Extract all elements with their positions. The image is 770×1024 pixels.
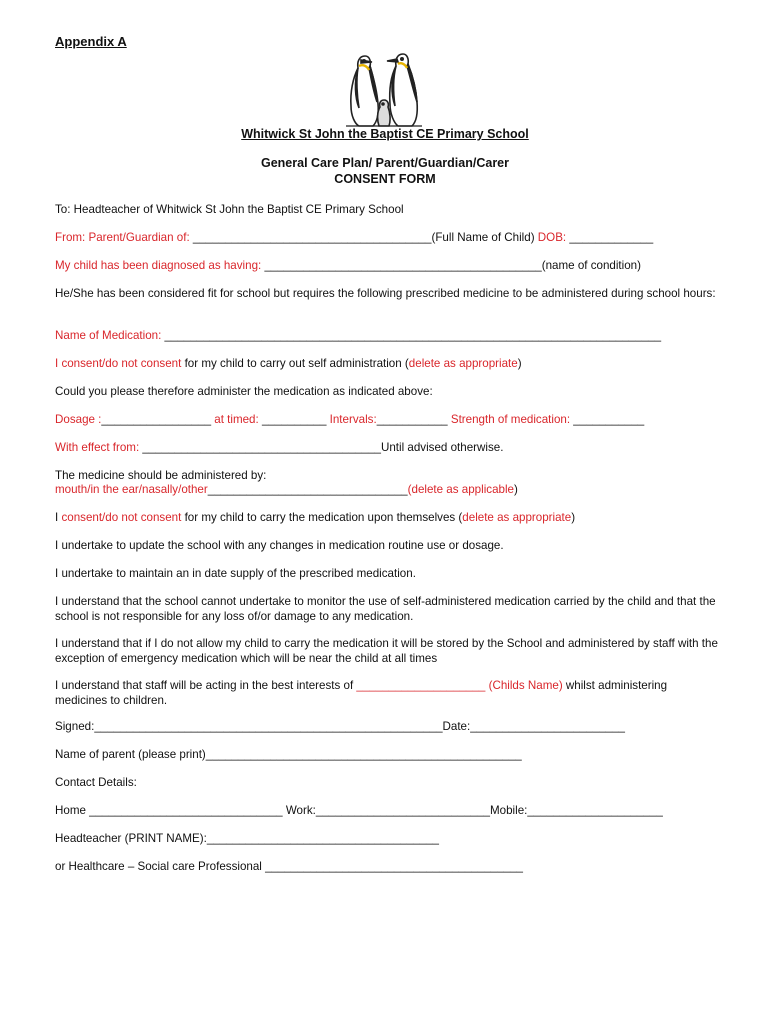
route-end: ) xyxy=(514,483,518,496)
strength-blank[interactable]: ___________ xyxy=(573,413,645,426)
administer-request: Could you please therefore administer the medication as indicated above: xyxy=(55,385,433,398)
carry-end: ) xyxy=(571,511,576,524)
diagnosed-line xyxy=(55,259,720,274)
route-blank[interactable]: _______________________________ xyxy=(207,483,408,496)
signed-line xyxy=(55,720,720,735)
understand-staff xyxy=(55,679,720,708)
effect-suffix: Until advised otherwise. xyxy=(380,441,504,454)
dosage-line xyxy=(55,413,720,428)
diagnosed-label: My child has been diagnosed as having: xyxy=(55,259,265,272)
condition-blank[interactable]: ___________________________________________ xyxy=(264,259,542,272)
intervals-label: Intervals: xyxy=(329,413,377,426)
headteacher-name-blank[interactable]: ____________________________________ xyxy=(206,832,439,845)
work-phone-blank[interactable]: ___________________________ xyxy=(315,804,490,817)
route-heading: The medicine should be administered by: xyxy=(55,469,267,482)
contact-line xyxy=(55,804,720,819)
childs-name-blank[interactable]: ____________________ xyxy=(356,679,486,692)
dosage-label: Dosage : xyxy=(55,413,102,426)
child-name-label: (Full Name of Child) xyxy=(431,231,538,244)
mobile-phone-blank[interactable]: _____________________ xyxy=(527,804,663,817)
dob-blank[interactable]: _____________ xyxy=(566,231,654,244)
undertake-supply: I undertake to maintain an in date supply of the prescribed medication. xyxy=(55,567,416,580)
understand-monitor: I understand that the school cannot undertake to monitor the use of self-administered medication carried by the child and that the school is not responsible for any loss of/or damage to any medication. xyxy=(55,595,716,623)
headteacher-line xyxy=(55,832,720,847)
route-options[interactable]: mouth/in the ear/nasally/other xyxy=(55,483,208,496)
mobile-label: Mobile: xyxy=(489,804,528,817)
headteacher-label: Headteacher (PRINT NAME): xyxy=(55,832,207,845)
intervals-blank[interactable]: ___________ xyxy=(376,413,451,426)
appendix-label: Appendix A xyxy=(55,34,127,49)
parent-name-blank[interactable]: _________________________________________________ xyxy=(205,748,522,761)
self-admin-delete-note: delete as appropriate xyxy=(408,357,518,370)
route-delete-note: (delete as applicable xyxy=(407,483,514,496)
understand-stored: I understand that if I do not allow my child to carry the medication it will be stored by the School and administered by staff with the exception of emergency medication which will be near the child at all times xyxy=(55,637,718,665)
condition-label: (name of condition) xyxy=(541,259,641,272)
effect-date-blank[interactable]: _____________________________________ xyxy=(142,441,381,454)
healthcare-line xyxy=(55,860,720,875)
medication-label: Name of Medication: xyxy=(55,329,165,342)
medication-blank[interactable]: _____________________________________________________________________________ xyxy=(164,329,662,342)
route-line xyxy=(55,483,720,498)
parent-name-line xyxy=(55,748,720,763)
timed-blank[interactable]: __________ xyxy=(261,413,330,426)
child-name-blank[interactable]: _____________________________________ xyxy=(192,231,432,244)
self-admin-end: ) xyxy=(517,357,522,370)
fit-statement: He/She has been considered fit for school but requires the following prescribed medicine to be administered during school hours: xyxy=(55,287,716,300)
understand-staff-suffix: whilst administering medicines to children. xyxy=(55,679,668,707)
from-label: From: Parent/Guardian of: xyxy=(55,231,193,244)
childs-name-label: (Childs Name) xyxy=(485,679,563,692)
school-name: Whitwick St John the Baptist CE Primary School xyxy=(241,127,529,141)
contact-details-heading: Contact Details: xyxy=(55,776,137,789)
home-phone-blank[interactable]: ______________________________ xyxy=(89,804,286,817)
date-blank[interactable]: ________________________ xyxy=(470,720,625,733)
self-admin-text: for my child to carry out self administration ( xyxy=(181,357,409,370)
parent-name-label: Name of parent (please print) xyxy=(55,748,206,761)
healthcare-name-blank[interactable]: ________________________________________ xyxy=(265,860,524,873)
signed-label: Signed: xyxy=(55,720,95,733)
carry-delete-note: delete as appropriate xyxy=(462,511,572,524)
dosage-blank[interactable]: _________________ xyxy=(101,413,212,426)
self-admin-line xyxy=(55,357,720,372)
medication-line xyxy=(55,329,720,344)
strength-label: Strength of medication: xyxy=(450,413,574,426)
from-line xyxy=(55,231,720,246)
carry-line xyxy=(55,511,720,526)
carry-prefix: I xyxy=(55,511,62,524)
healthcare-label: or Healthcare – Social care Professional xyxy=(55,860,266,873)
effect-label: With effect from: xyxy=(55,441,143,454)
timed-label: at timed: xyxy=(211,413,262,426)
form-title-line2: CONSENT FORM xyxy=(334,172,436,186)
dob-label: DOB: xyxy=(537,231,567,244)
effect-line xyxy=(55,441,720,456)
home-label: Home xyxy=(55,804,90,817)
carry-text: for my child to carry the medication upon themselves ( xyxy=(181,511,463,524)
undertake-update: I undertake to update the school with any changes in medication routine use or dosage. xyxy=(55,539,504,552)
work-label: Work: xyxy=(285,804,316,817)
penguins-logo-icon xyxy=(343,50,425,128)
understand-staff-prefix: I understand that staff will be acting in the best interests of xyxy=(55,679,357,692)
date-label: Date: xyxy=(442,720,471,733)
carry-consent-option[interactable]: consent/do not consent xyxy=(61,511,182,524)
to-line: To: Headteacher of Whitwick St John the Baptist CE Primary School xyxy=(55,203,404,216)
signature-blank[interactable]: ______________________________________________________ xyxy=(94,720,443,733)
form-title-line1: General Care Plan/ Parent/Guardian/Carer xyxy=(260,156,510,170)
self-admin-consent-option[interactable]: I consent/do not consent xyxy=(55,357,182,370)
